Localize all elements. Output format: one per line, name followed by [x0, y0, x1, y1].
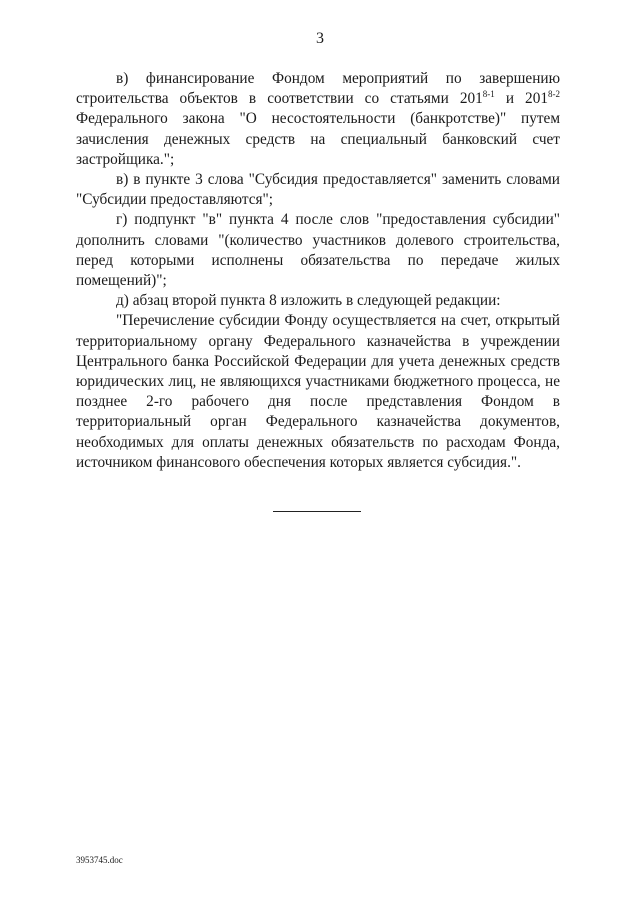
page-number: 3 — [316, 30, 324, 47]
paragraph-text: в) финансирование Фондом мероприятий по завершению строительства объектов в соответствии со статьями 201 — [76, 70, 560, 108]
end-divider — [273, 511, 361, 512]
paragraph-text: Федерального закона "О несостоятельности (банкротстве)" путем зачисления денежных средств на специальный банковский счет застройщика."; — [76, 110, 560, 168]
paragraph-item-g-point4: г) подпункт "в" пункта 4 после слов "предоставления субсидии" дополнить словами "(количество участников долевого строительства, перед которыми исполнены обязательства по передаче жилых помещений)"; — [76, 211, 560, 290]
document-body — [76, 69, 560, 473]
superscript: 8-1 — [482, 89, 495, 100]
paragraph-text: и 201 — [494, 90, 549, 108]
document-id: 3953745.doc — [76, 855, 123, 865]
paragraph-item-v-point3: в) в пункте 3 слова "Субсидия предоставляется" заменить словами "Субсидии предоставляются"; — [76, 171, 560, 209]
paragraph-item-v-financing — [76, 69, 560, 170]
paragraph-quoted-text: "Перечисление субсидии Фонду осуществляется на счет, открытый территориальному органу Федерального казначейства в учреждении Центрального банка Российской Федерации для учета денежных средств юридических лиц, не являющихся участниками бюджетного процесса, не позднее 2-го рабочего дня после представления Фондом в территориальный орган Федерального казначейства документов, необходимых для оплаты денежных обязательств по расходам Фонда, источником финансового обеспечения которых является субсидия.". — [76, 312, 560, 471]
superscript: 8-2 — [548, 89, 561, 100]
paragraph-item-d-point8: д) абзац второй пункта 8 изложить в следующей редакции: — [116, 292, 501, 310]
